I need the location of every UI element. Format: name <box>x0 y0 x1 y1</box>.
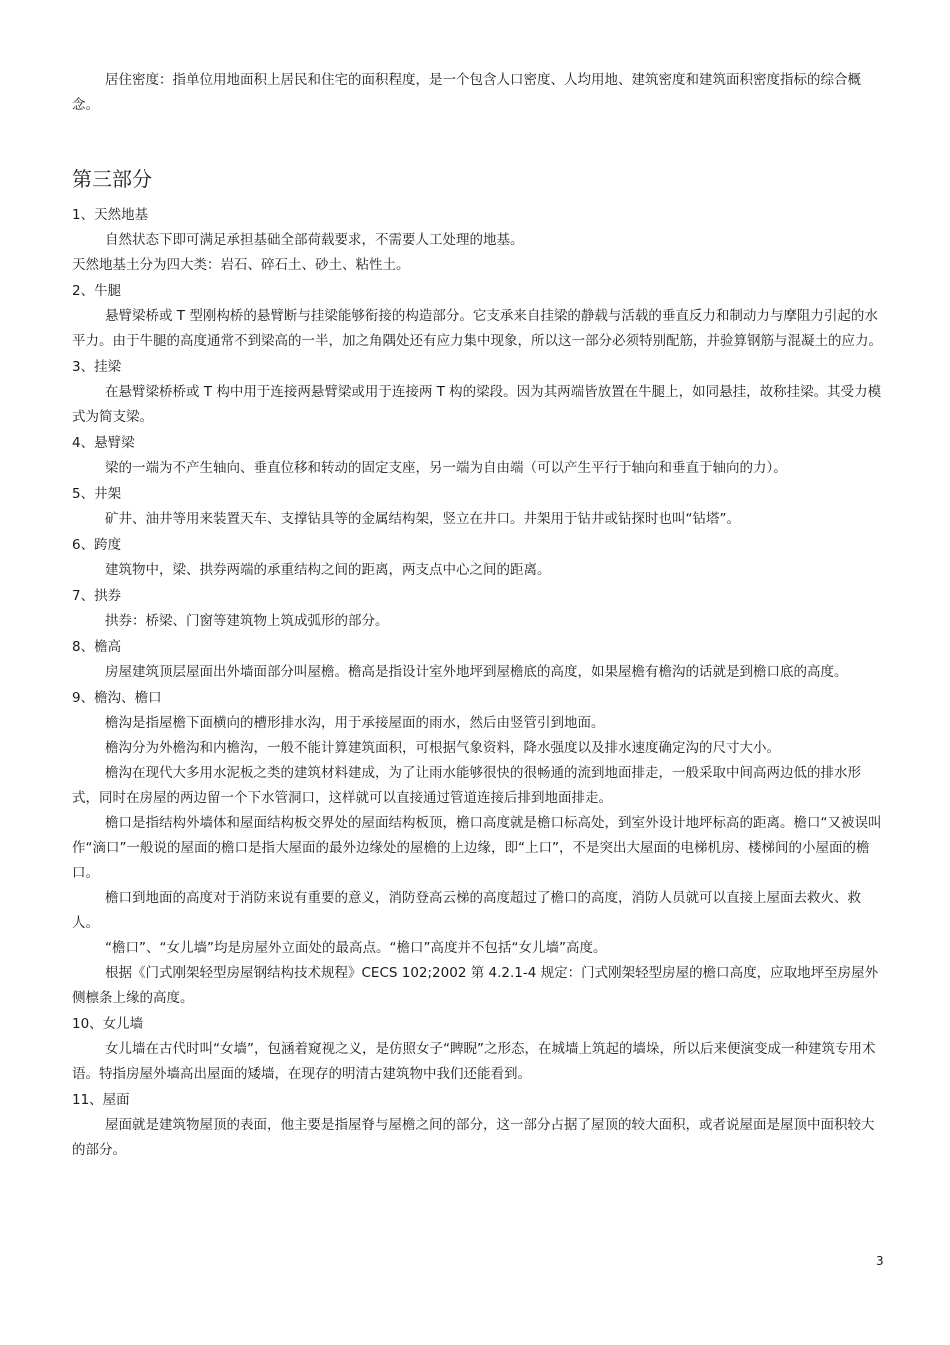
term-paragraph: 悬臂梁桥或 T 型刚构桥的悬臂断与挂梁能够衔接的构造部分。它支承来自挂梁的静载与活载的垂直反力和制动力与摩阻力引起的水平力。由于牛腿的高度通常不到梁高的一半，加之角隅处还有应力集中现象，所以这一部分必须特别配筋，并验算钢筋与混凝土的应力。 <box>72 308 882 349</box>
term-1 <box>72 203 884 278</box>
term-7 <box>72 584 884 634</box>
page-number: 3 <box>876 1254 884 1268</box>
term-8 <box>72 635 884 685</box>
term-paragraph: 檐口到地面的高度对于消防来说有重要的意义，消防登高云梯的高度超过了檐口的高度，消防人员就可以直接上屋面去救火、救人。 <box>72 890 861 931</box>
term-heading: 11、屋面 <box>72 1092 130 1108</box>
term-paragraph: 檐沟是指屋檐下面横向的槽形排水沟，用于承接屋面的雨水，然后由竖管引到地面。 <box>105 715 605 731</box>
term-paragraph: 矿井、油井等用来装置天车、支撑钻具等的金属结构架，竖立在井口。井架用于钻井或钻探时也叫“钻塔”。 <box>105 511 740 527</box>
term-heading: 8、檐高 <box>72 639 122 655</box>
section-title: 第三部分 <box>72 167 152 191</box>
document-page <box>72 68 884 1163</box>
term-heading: 6、跨度 <box>72 537 122 553</box>
term-heading: 1、天然地基 <box>72 207 149 223</box>
term-paragraph: 建筑物中，梁、拱券两端的承重结构之间的距离，两支点中心之间的距离。 <box>105 562 551 578</box>
term-paragraph: 檐沟分为外檐沟和内檐沟，一般不能计算建筑面积，可根据气象资料，降水强度以及排水速度确定沟的尺寸大小。 <box>105 740 780 756</box>
term-paragraph: 屋面就是建筑物屋顶的表面，他主要是指屋脊与屋檐之间的部分，这一部分占据了屋顶的较大面积，或者说屋面是屋顶中面积较大的部分。 <box>72 1117 875 1158</box>
term-11 <box>72 1088 884 1163</box>
term-paragraph: 梁的一端为不产生轴向、垂直位移和转动的固定支座，另一端为自由端（可以产生平行于轴向和垂直于轴向的力）。 <box>105 460 787 476</box>
term-heading: 5、井架 <box>72 486 122 502</box>
term-heading: 2、牛腿 <box>72 283 122 299</box>
term-heading: 10、女儿墙 <box>72 1016 144 1032</box>
term-paragraph: 檐沟在现代大多用水泥板之类的建筑材料建成，为了让雨水能够很快的很畅通的流到地面排走，一般采取中间高两边低的排水形式，同时在房屋的两边留一个下水管洞口，这样就可以直接通过管道连接后排到地面排走。 <box>72 765 861 806</box>
intro-paragraph: 居住密度：指单位用地面积上居民和住宅的面积程度，是一个包含人口密度、人均用地、建筑密度和建筑面积密度指标的综合概念。 <box>72 72 861 113</box>
term-3 <box>72 355 884 430</box>
term-paragraph: 房屋建筑顶层屋面出外墙面部分叫屋檐。檐高是指设计室外地坪到屋檐底的高度，如果屋檐有檐沟的话就是到檐口底的高度。 <box>105 664 848 680</box>
term-heading: 3、挂梁 <box>72 359 122 375</box>
term-paragraph: 自然状态下即可满足承担基础全部荷载要求，不需要人工处理的地基。 <box>105 232 524 248</box>
term-6 <box>72 533 884 583</box>
term-heading: 9、檐沟、檐口 <box>72 690 162 706</box>
term-paragraph: 女儿墙在古代时叫“女墙”，包涵着窥视之义，是仿照女子“睥睨”之形态，在城墙上筑起的墙垛，所以后来便演变成一种建筑专用术语。特指房屋外墙高出屋面的矮墙，在现存的明清古建筑物中我们还能看到。 <box>72 1041 876 1082</box>
term-paragraph: “檐口”、“女儿墙”均是房屋外立面处的最高点。“檐口”高度并不包括“女儿墙”高度。 <box>105 940 607 956</box>
term-paragraph: 根据《门式刚架轻型房屋钢结构技术规程》CECS 102;2002 第 4.2.1-4 规定：门式刚架轻型房屋的檐口高度，应取地坪至房屋外侧檩条上缘的高度。 <box>72 965 879 1006</box>
term-5 <box>72 482 884 532</box>
term-paragraph: 在悬臂梁桥桥或 T 构中用于连接两悬臂梁或用于连接两 T 构的梁段。因为其两端皆放置在牛腿上，如同悬挂，故称挂梁。其受力模式为简支梁。 <box>72 384 882 425</box>
term-2 <box>72 279 884 354</box>
term-heading: 4、悬臂梁 <box>72 435 135 451</box>
term-paragraph: 天然地基土分为四大类：岩石、碎石土、砂土、粘性土。 <box>72 257 410 273</box>
term-9 <box>72 686 884 1011</box>
term-paragraph: 檐口是指结构外墙体和屋面结构板交界处的屋面结构板顶，檐口高度就是檐口标高处，到室外设计地坪标高的距离。檐口“又被误叫作“滴口”一般说的屋面的檐口是指大屋面的最外边缘处的屋檐的上边缘，即“上口”，不是突出大屋面的电梯机房、楼梯间的小屋面的檐口。 <box>72 815 882 881</box>
term-heading: 7、拱券 <box>72 588 122 604</box>
term-10 <box>72 1012 884 1087</box>
term-4 <box>72 431 884 481</box>
term-paragraph: 拱券：桥梁、门窗等建筑物上筑成弧形的部分。 <box>105 613 389 629</box>
